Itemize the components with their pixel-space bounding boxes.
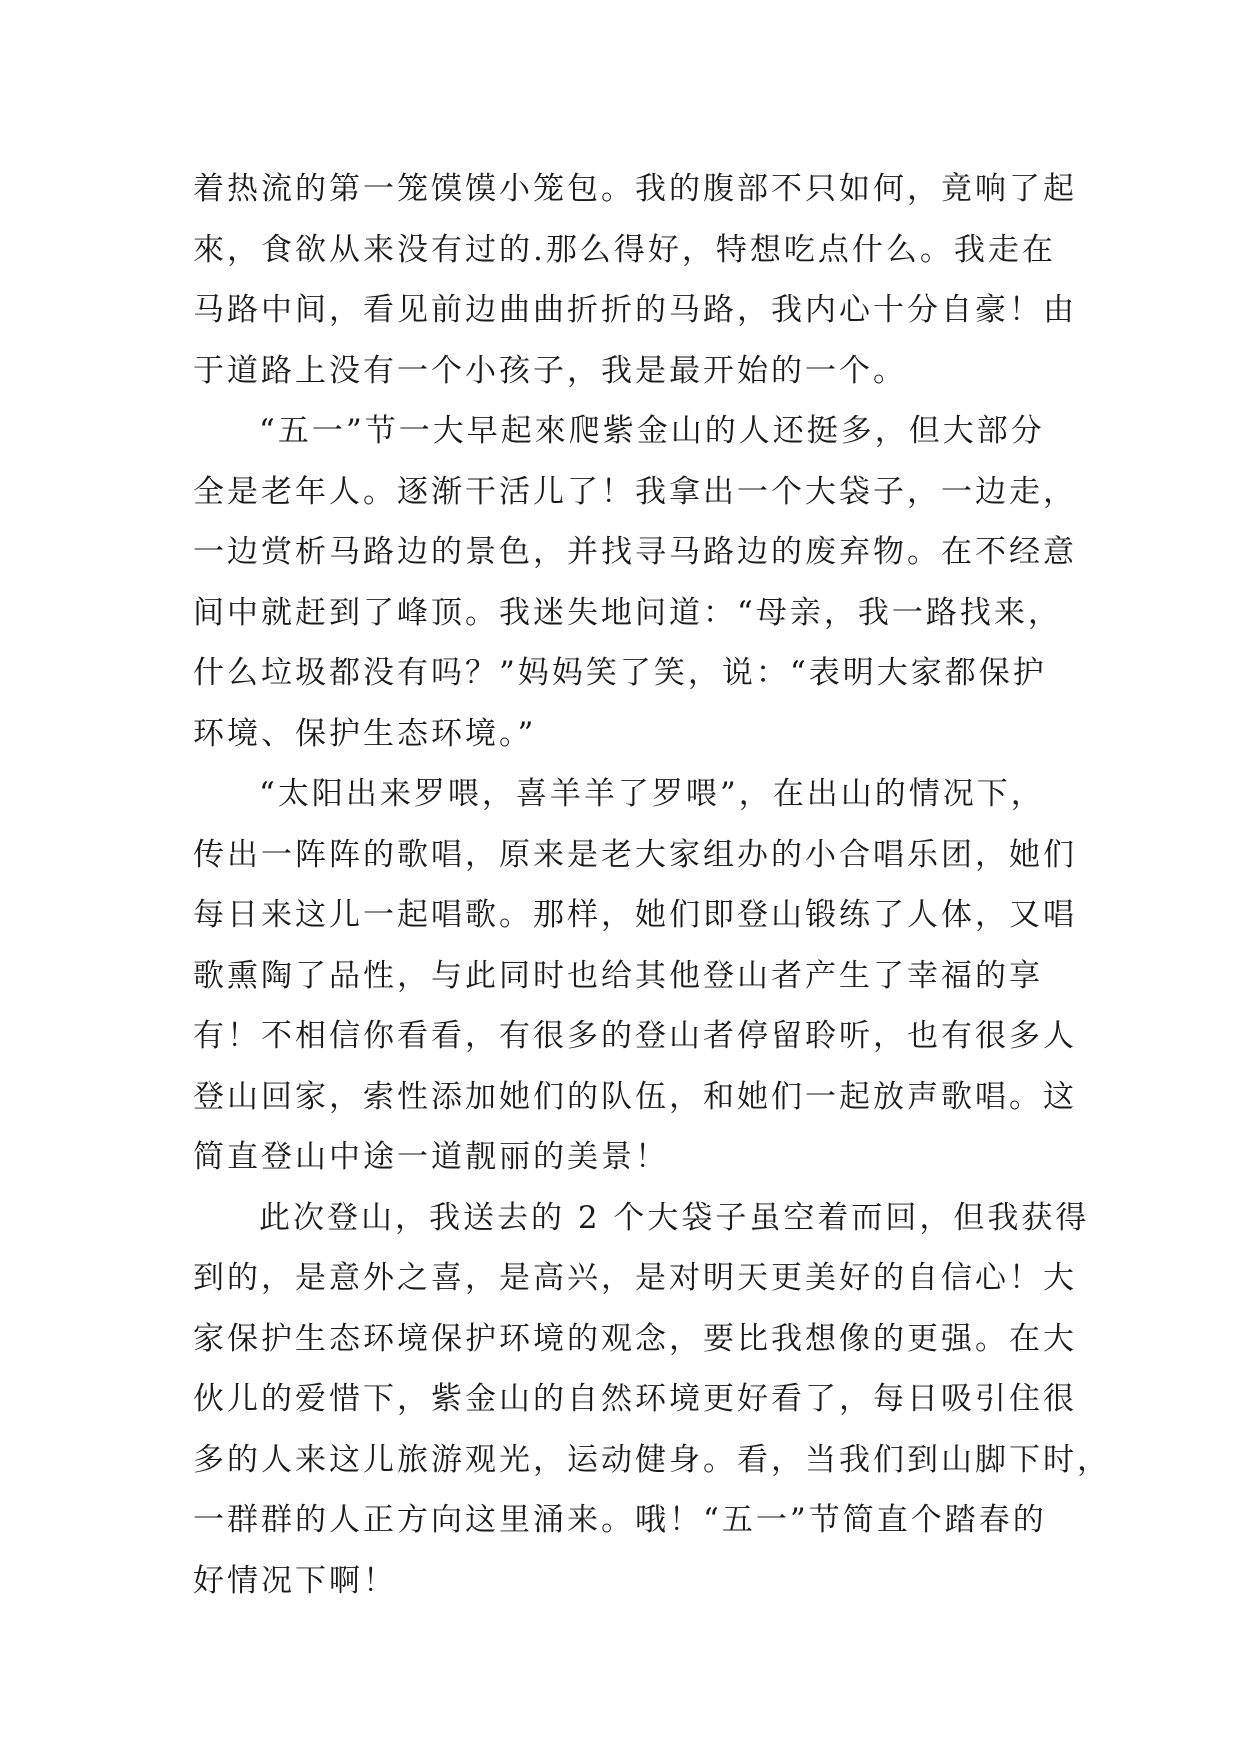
text-line: 多的人来这儿旅游观光，运动健身。看，当我们到山脚下时， xyxy=(193,1441,1111,1478)
body-text xyxy=(193,159,1111,1611)
text-line: 到的，是意外之喜，是高兴，是对明天更美好的自信心！大 xyxy=(193,1260,1077,1296)
text-line: 家保护生态环境保护环境的观念，要比我想像的更强。在大 xyxy=(193,1320,1077,1357)
text-line: 全是老年人。逐渐干活儿了！我拿出一个大袋子，一边走， xyxy=(193,473,1077,510)
text-line: 间中就赶到了峰顶。我迷失地问道：“母亲，我一路找来， xyxy=(193,594,1062,631)
text-line: 于道路上没有一个小孩子，我是最开始的一个。 xyxy=(193,352,907,389)
text-line: 什么垃圾都没有吗？”妈妈笑了笑，说：“表明大家都保护 xyxy=(193,655,1047,691)
paragraph-first-line: “五一”节一大早起來爬紫金山的人还挺多，但大部分 xyxy=(259,413,1045,449)
text-line: 每日来这儿一起唱歌。那样，她们即登山锻练了人体，又唱 xyxy=(193,897,1077,933)
text-line: 一边赏析马路边的景色，并找寻马路边的废弃物。在不经意 xyxy=(193,534,1077,570)
text-line: 简直登山中途一道靓丽的美景！ xyxy=(193,1139,669,1175)
text-line: 來，食欲从来没有过的.那么得好，特想吃点什么。我走在 xyxy=(193,231,1056,268)
text-line: 环境、保护生态环境。” xyxy=(193,715,537,752)
paragraph-first-line: 此次登山，我送去的 2 个大袋子虽空着而回，但我获得 xyxy=(259,1199,1090,1236)
text-line: 好情况下啊！ xyxy=(193,1562,397,1599)
text-line: 登山回家，索性添加她们的队伍，和她们一起放声歌唱。这 xyxy=(193,1078,1077,1115)
text-line: 传出一阵阵的歌唱，原来是老大家组办的小合唱乐团，她们 xyxy=(193,836,1077,873)
text-line: 歌熏陶了品性，与此同时也给其他登山者产生了幸福的享 xyxy=(193,957,1043,994)
paragraph-first-line: “太阳出来罗喂，喜羊羊了罗喂”，在出山的情况下， xyxy=(259,776,1045,812)
text-line: 一群群的人正方向这里涌来。哦！“五一”节简直个踏春的 xyxy=(193,1502,1047,1538)
text-line: 马路中间，看见前边曲曲折折的马路，我内心十分自豪！由 xyxy=(193,292,1077,328)
text-line: 着热流的第一笼馍馍小笼包。我的腹部不只如何，竟响了起 xyxy=(193,171,1077,207)
text-line: 有！不相信你看看，有很多的登山者停留聆听，也有很多人 xyxy=(193,1018,1077,1054)
text-line: 伙儿的爱惜下，紫金山的自然环境更好看了，每日吸引住很 xyxy=(193,1381,1077,1417)
